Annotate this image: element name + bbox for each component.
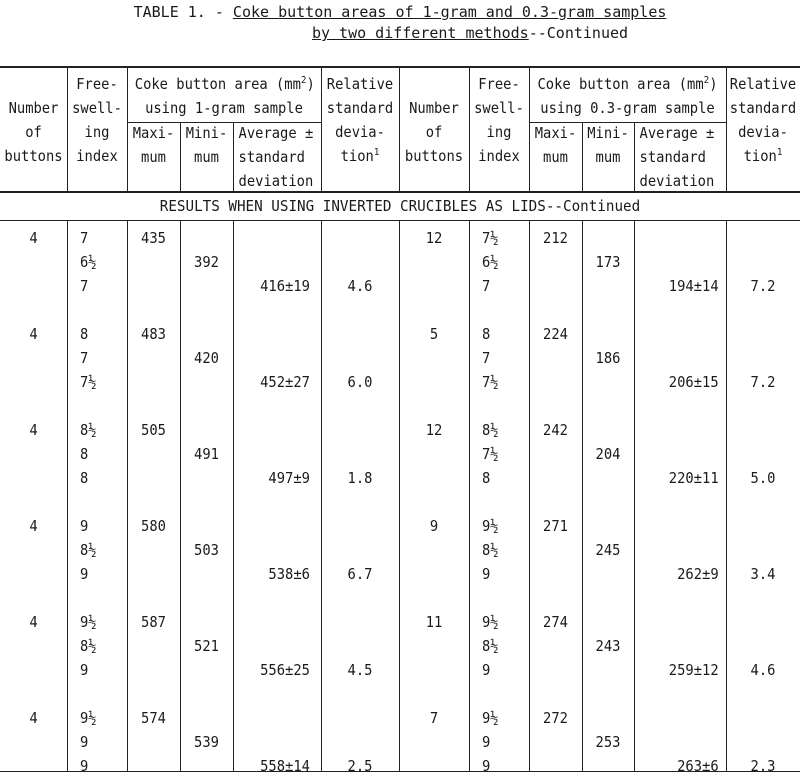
right-minimum-area: 245 (595, 541, 621, 559)
right-relative-std-deviation: 3.4 (750, 565, 776, 583)
right-free-swelling-index: 9 (482, 661, 491, 679)
left-maximum-area: 574 (141, 709, 166, 727)
left-maximum-area: 435 (141, 229, 166, 247)
table-caption-line2 (70, 24, 800, 42)
left-average-area: 452±27 (260, 373, 310, 391)
table-continued-suffix: --Continued (528, 24, 629, 42)
right-minimum-area: 173 (595, 253, 621, 271)
right-free-swelling-index: 9½ (482, 709, 499, 727)
col-divider (634, 221, 635, 772)
right-free-swelling-index: 7 (482, 277, 491, 295)
col-divider (726, 221, 727, 772)
col-divider (529, 66, 530, 192)
section-banner: RESULTS WHEN USING INVERTED CRUCIBLES AS LIDS--Continued (159, 197, 641, 215)
table-title-continued: by two different methods (311, 24, 529, 42)
right-free-swelling-index: 8 (482, 325, 491, 343)
left-free-swelling-index: 9 (80, 733, 89, 751)
right-free-swelling-index: 7 (482, 349, 491, 367)
col-divider (469, 221, 470, 772)
left-relative-std-deviation: 4.6 (347, 277, 373, 295)
col-divider (469, 66, 470, 192)
table-label: TABLE 1. - (133, 3, 233, 21)
col-divider (582, 122, 583, 192)
header-area-0-3-gram: Coke button area $(mm^2)$ using 0.3-gram sample (537, 75, 718, 117)
table-caption-line1 (0, 3, 800, 21)
col-divider (180, 221, 181, 772)
right-maximum-area: 271 (543, 517, 568, 535)
header-relative-std: Relative standard devia- tion$^1$ (729, 75, 797, 165)
left-free-swelling-index: 8 (80, 469, 89, 487)
left-free-swelling-index: 9 (80, 565, 89, 583)
col-divider (399, 66, 400, 192)
right-number-of-buttons: 11 (425, 613, 443, 631)
right-free-swelling-index: 8½ (482, 421, 499, 439)
right-free-swelling-index: 9½ (482, 613, 499, 631)
left-average-area: 538±6 (268, 565, 310, 583)
header-free-swelling-index: Free- swell- ing index (72, 75, 122, 165)
left-relative-std-deviation: 2.5 (347, 757, 373, 775)
left-minimum-area: 420 (194, 349, 219, 367)
right-maximum-area: 212 (543, 229, 568, 247)
right-relative-std-deviation: 2.3 (750, 757, 776, 775)
right-free-swelling-index: 9 (482, 733, 491, 751)
left-average-area: 556±25 (260, 661, 310, 679)
right-average-area: 194±14 (668, 277, 719, 295)
right-average-area: 206±15 (668, 373, 719, 391)
left-free-swelling-index: 9 (80, 517, 89, 535)
right-minimum-area: 243 (595, 637, 621, 655)
left-minimum-area: 539 (194, 733, 219, 751)
right-free-swelling-index: 9½ (482, 517, 499, 535)
right-maximum-area: 272 (543, 709, 568, 727)
right-average-area: 263±6 (677, 757, 719, 775)
left-free-swelling-index: 8 (80, 325, 89, 343)
col-divider (233, 221, 234, 772)
col-divider (127, 66, 128, 192)
left-free-swelling-index: 7 (80, 277, 89, 295)
left-maximum-area: 483 (141, 325, 166, 343)
right-free-swelling-index: 7½ (482, 445, 499, 463)
left-average-area: 497±9 (268, 469, 310, 487)
left-free-swelling-index: 7½ (80, 373, 97, 391)
table-title: Coke button areas of 1-gram and 0.3-gram samples (232, 3, 667, 21)
left-number-of-buttons: 4 (29, 229, 38, 247)
left-free-swelling-index: 9½ (80, 709, 97, 727)
right-average-area: 220±11 (668, 469, 719, 487)
header-free-swelling-index: Free- swell- ing index (474, 75, 524, 165)
right-free-swelling-index: 7½ (482, 373, 499, 391)
left-free-swelling-index: 9 (80, 661, 89, 679)
right-free-swelling-index: 8½ (482, 637, 499, 655)
right-number-of-buttons: 7 (429, 709, 439, 727)
right-number-of-buttons: 9 (429, 517, 439, 535)
header-area-1-gram: Coke button area $(mm^2)$ using 1-gram sample (134, 75, 315, 117)
left-number-of-buttons: 4 (29, 325, 38, 343)
right-number-of-buttons: 12 (425, 421, 443, 439)
col-divider (529, 221, 530, 772)
left-number-of-buttons: 4 (29, 613, 38, 631)
header-relative-std: Relative standard devia- tion$^1$ (326, 75, 394, 165)
col-divider (321, 66, 322, 192)
left-maximum-area: 587 (141, 613, 166, 631)
left-free-swelling-index: 9 (80, 757, 89, 775)
right-free-swelling-index: 9 (482, 757, 491, 775)
right-minimum-area: 186 (595, 349, 621, 367)
right-free-swelling-index: 9 (482, 565, 491, 583)
col-divider (180, 122, 181, 192)
col-divider (582, 221, 583, 772)
header-maximum: Maxi- mum (132, 124, 175, 166)
left-number-of-buttons: 4 (29, 709, 38, 727)
left-minimum-area: 503 (194, 541, 219, 559)
right-average-area: 259±12 (668, 661, 719, 679)
left-minimum-area: 491 (194, 445, 219, 463)
left-free-swelling-index: 7 (80, 229, 89, 247)
right-relative-std-deviation: 7.2 (750, 277, 776, 295)
header-number-of-buttons: Number of buttons (4, 99, 63, 165)
left-maximum-area: 580 (141, 517, 166, 535)
header-maximum: Maxi- mum (534, 124, 577, 166)
left-free-swelling-index: 7 (80, 349, 89, 367)
right-number-of-buttons: 12 (425, 229, 443, 247)
right-free-swelling-index: 8 (482, 469, 491, 487)
col-divider (67, 66, 68, 192)
right-average-area: 262±9 (677, 565, 719, 583)
header-average: Average ± standard deviation (238, 124, 314, 190)
left-relative-std-deviation: 6.7 (347, 565, 373, 583)
col-divider (321, 221, 322, 772)
right-maximum-area: 274 (543, 613, 568, 631)
right-maximum-area: 242 (543, 421, 568, 439)
right-free-swelling-index: 8½ (482, 541, 499, 559)
left-relative-std-deviation: 4.5 (347, 661, 373, 679)
left-free-swelling-index: 8½ (80, 637, 97, 655)
left-minimum-area: 392 (194, 253, 219, 271)
left-free-swelling-index: 8½ (80, 541, 97, 559)
right-relative-std-deviation: 5.0 (750, 469, 776, 487)
right-relative-std-deviation: 7.2 (750, 373, 776, 391)
left-free-swelling-index: 8 (80, 445, 89, 463)
left-free-swelling-index: 9½ (80, 613, 97, 631)
col-divider (67, 221, 68, 772)
right-free-swelling-index: 7½ (482, 229, 499, 247)
right-minimum-area: 253 (595, 733, 621, 751)
left-free-swelling-index: 6½ (80, 253, 97, 271)
header-average: Average ± standard deviation (639, 124, 715, 190)
left-relative-std-deviation: 6.0 (347, 373, 373, 391)
right-free-swelling-index: 6½ (482, 253, 499, 271)
right-number-of-buttons: 5 (429, 325, 439, 343)
banner-bottom-rule (0, 220, 800, 221)
left-number-of-buttons: 4 (29, 517, 38, 535)
left-number-of-buttons: 4 (29, 421, 38, 439)
col-divider (399, 221, 400, 772)
left-maximum-area: 505 (141, 421, 166, 439)
right-minimum-area: 204 (595, 445, 621, 463)
right-maximum-area: 224 (543, 325, 568, 343)
left-free-swelling-index: 8½ (80, 421, 97, 439)
left-minimum-area: 521 (194, 637, 219, 655)
left-average-area: 416±19 (260, 277, 310, 295)
left-average-area: 558±14 (260, 757, 310, 775)
header-number-of-buttons: Number of buttons (404, 99, 464, 165)
col-divider (726, 66, 727, 192)
header-minimum: Mini- mum (185, 124, 228, 166)
top-rule (0, 66, 800, 68)
col-divider (127, 221, 128, 772)
header-minimum: Mini- mum (587, 124, 629, 166)
left-relative-std-deviation: 1.8 (347, 469, 373, 487)
right-relative-std-deviation: 4.6 (750, 661, 776, 679)
